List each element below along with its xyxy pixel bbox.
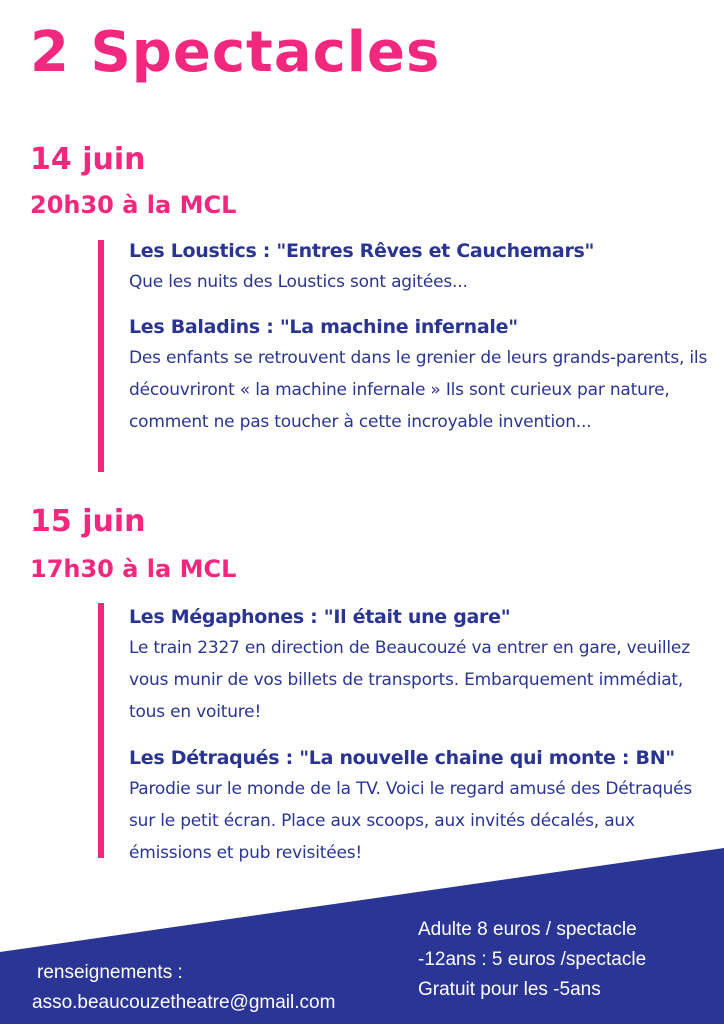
show-description: Des enfants se retrouvent dans le grenier de leurs grands-parents, ils découvriront « la machine infernale » Ils sont curieux par nature, comment ne pas toucher à cette incroyable invention... <box>129 348 708 432</box>
day-1-time: 20h30 à la MCL <box>30 191 237 219</box>
show-title: Les Loustics : "Entres Rêves et Cauchemars" <box>129 240 595 262</box>
show-title: Les Baladins : "La machine infernale" <box>129 316 518 338</box>
info-label: renseignements : <box>37 962 183 983</box>
day-2-date: 15 juin <box>30 504 146 539</box>
price-list <box>418 915 646 1005</box>
price-toddler: Gratuit pour les -5ans <box>418 979 601 1000</box>
price-adult: Adulte 8 euros / spectacle <box>418 919 637 940</box>
show-description: Le train 2327 en direction de Beaucouzé va entrer en gare, veuillez vous munir de vos billets de transports. Embarquement immédiat, tous en voiture! <box>129 638 690 722</box>
page-title: 2 Spectacles <box>30 20 441 85</box>
price-child: -12ans : 5 euros /spectacle <box>418 949 647 970</box>
show-title: Les Mégaphones : "Il était une gare" <box>129 606 511 628</box>
show-description: Que les nuits des Loustics sont agitées... <box>129 272 468 292</box>
day-1-date: 14 juin <box>30 142 146 177</box>
day-2-time: 17h30 à la MCL <box>30 555 237 583</box>
show-title: Les Détraqués : "La nouvelle chaine qui monte : BN" <box>129 747 675 769</box>
contact-info <box>32 958 335 1018</box>
show-description: Parodie sur le monde de la TV. Voici le regard amusé des Détraqués sur le petit écran. Place aux scoops, aux invités décalés, aux émissions et pub revisitées! <box>129 779 693 863</box>
contact-email[interactable]: asso.beaucouzetheatre@gmail.com <box>32 992 336 1013</box>
